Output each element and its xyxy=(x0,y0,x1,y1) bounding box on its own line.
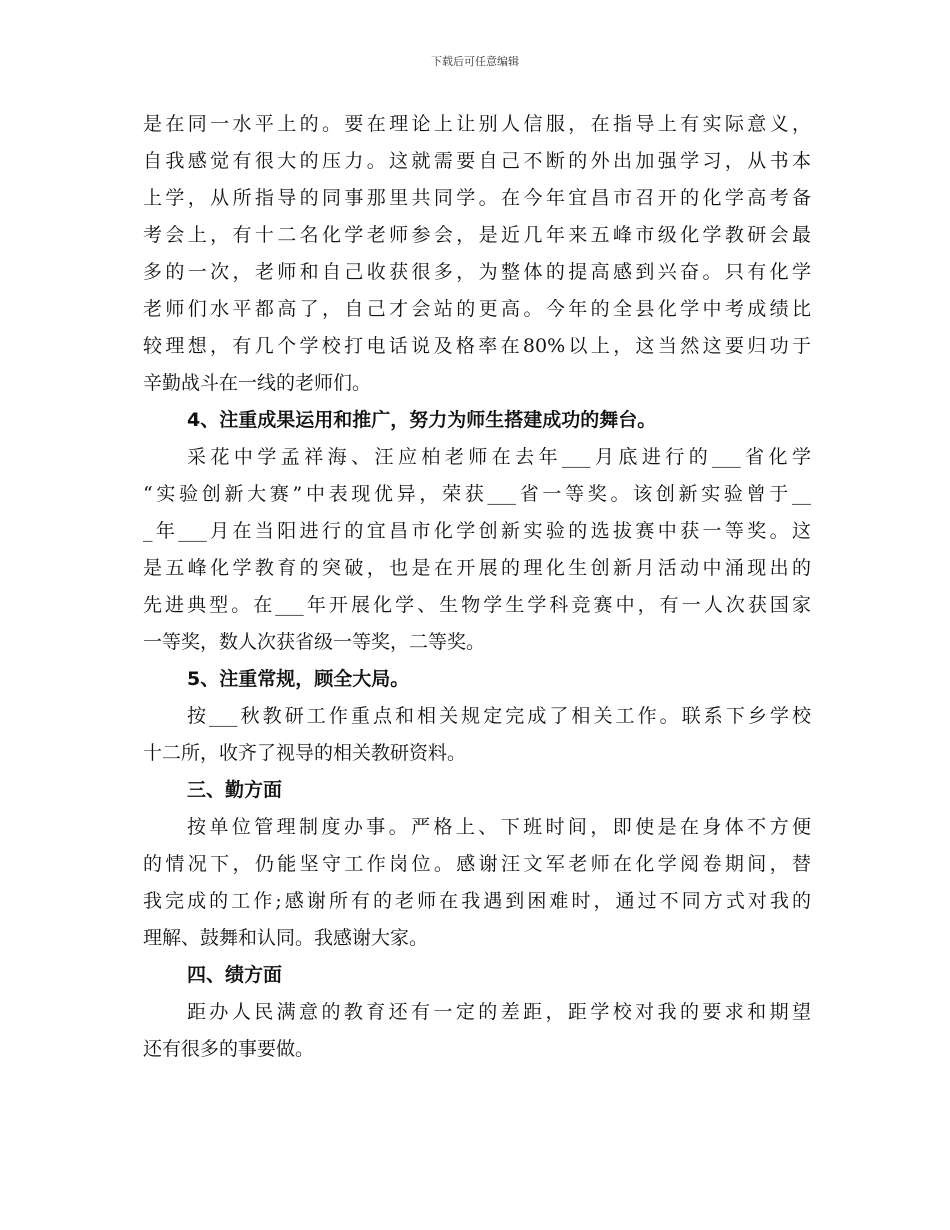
document-body xyxy=(143,106,811,1068)
section-heading-5: 5、注重常规，顾全大局。 xyxy=(187,668,410,690)
text-line: 一等奖，数人次获省级一等奖，二等奖。 xyxy=(143,631,486,653)
paragraph-routine xyxy=(143,698,811,772)
text-line: 距办人民满意的教育还有一定的差距，距学校对我的要求和期望 xyxy=(187,1001,811,1023)
text-line: 按单位管理制度办事。严格上、下班时间，即使是在身体不方便 xyxy=(187,816,811,838)
text-line: 理解、鼓舞和认同。我感谢大家。 xyxy=(143,927,429,949)
text-line: 考会上，有十二名化学老师参会，是近几年来五峰市级化学教研会最 xyxy=(143,224,811,246)
paragraph-continuation xyxy=(143,106,811,402)
paragraph-achievements xyxy=(143,439,811,661)
text-line: 的情况下，仍能坚守工作岗位。感谢汪文军老师在化学阅卷期间，替 xyxy=(143,853,811,875)
page-header: 下载后可任意编辑 xyxy=(431,55,519,68)
paragraph-diligence xyxy=(143,809,811,957)
text-line: 是在同一水平上的。要在理论上让别人信服，在指导上有实际意义， xyxy=(143,113,811,135)
text-line: 老师们水平都高了，自己才会站的更高。今年的全县化学中考成绩比 xyxy=(143,298,811,320)
section-heading-4: 4、注重成果运用和推广，努力为师生搭建成功的舞台。 xyxy=(187,409,657,431)
text-line: 采花中学孟祥海、汪应柏老师在去年___月底进行的___省化学 xyxy=(187,446,811,468)
text-line: 多的一次，老师和自己收获很多，为整体的提高感到兴奋。只有化学 xyxy=(143,261,811,283)
text-line: 自我感觉有很大的压力。这就需要自己不断的外出加强学习，从书本 xyxy=(143,150,811,172)
text-line: 按___秋教研工作重点和相关规定完成了相关工作。联系下乡学校 xyxy=(187,705,811,727)
text-line: _年___月在当阳进行的宜昌市化学创新实验的选拔赛中获一等奖。这 xyxy=(143,520,811,542)
paragraph-performance xyxy=(143,994,811,1068)
text-line: 是五峰化学教育的突破，也是在开展的理化生创新月活动中涌现出的 xyxy=(143,557,811,579)
text-line: “实验创新大赛”中表现优异，荣获___省一等奖。该创新实验曾于__ xyxy=(143,483,811,505)
text-line: 先进典型。在___年开展化学、生物学生学科竞赛中，有一人次获国家 xyxy=(143,594,811,616)
section-heading-diligence: 三、勤方面 xyxy=(187,779,283,801)
text-line: 辛勤战斗在一线的老师们。 xyxy=(143,372,372,394)
section-heading-performance: 四、绩方面 xyxy=(187,964,283,986)
text-line: 还有很多的事要做。 xyxy=(143,1038,315,1060)
text-line: 上学，从所指导的同事那里共同学。在今年宜昌市召开的化学高考备 xyxy=(143,187,811,209)
text-line: 较理想，有几个学校打电话说及格率在80%以上，这当然这要归功于 xyxy=(143,335,811,357)
text-line: 我完成的工作;感谢所有的老师在我遇到困难时，通过不同方式对我的 xyxy=(143,890,811,912)
text-line: 十二所，收齐了视导的相关教研资料。 xyxy=(143,742,467,764)
